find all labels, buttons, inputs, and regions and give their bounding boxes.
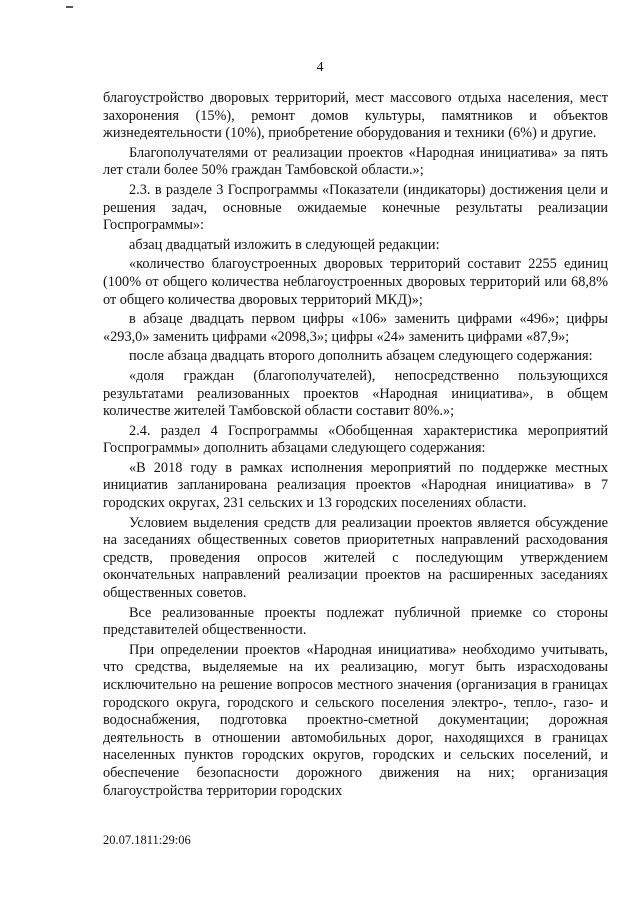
paragraph-condition: Условием выделения средств для реализации проектов является обсуждение на заседаниях общественных советов приоритетных направлений расходования средств, проведения опросов жителей с последующим утверждением окончательных направлений реализации проектов на расширенных заседаниях общественных советов. — [103, 514, 608, 602]
paragraph-after-abzac-22: после абзаца двадцать второго дополнить абзацем следующего содержания: — [129, 348, 593, 365]
document-body — [103, 90, 608, 802]
paragraph-beneficiaries: Благополучателями от реализации проектов «Народная инициатива» за пять лет стали более 50% граждан Тамбовской области.»; — [103, 144, 608, 179]
paragraph-section-2-3: 2.3. в разделе 3 Госпрограммы «Показатели (индикаторы) достижения цели и решения задач, основные ожидаемые конечные результаты реализации Госпрограммы»: — [103, 181, 608, 234]
paragraph-acceptance: Все реализованные проекты подлежат публичной приемке со стороны представителей общественности. — [103, 604, 608, 639]
paragraph-2018: «В 2018 году в рамках исполнения мероприятий по поддержке местных инициатив запланирована реализация проектов «Народная инициатива» в 7 городских округах, 231 сельских и 13 городских поселениях области. — [103, 459, 608, 512]
paragraph-determination: При определении проектов «Народная инициатива» необходимо учитывать, что средства, выделяемые на их реализацию, могут быть израсходованы исключительно на решение вопросов местного значения (организация в границах городского округа, городского и сельского поселения электро-, тепло-, газо- и водоснабжения, подготовка проектно-сметной документации; дорожная деятельность в отношении автомобильных дорог, находящихся в границах населенных пунктов городских округов, городских и сельских поселений, и обеспечение безопасности дорожного движения на них; организация благоустройства территории городских — [103, 641, 608, 799]
paragraph-abzac-20: абзац двадцатый изложить в следующей редакции: — [129, 236, 440, 253]
footer-timestamp: 20.07.1811:29:06 — [103, 833, 191, 847]
paragraph-abzac-21: в абзаце двадцать первом цифры «106» заменить цифрами «496»; цифры «293,0» заменить цифрами «2098,3»; цифры «24» заменить цифрами «87,9»; — [103, 311, 608, 345]
paragraph-courtyards: «количество благоустроенных дворовых территорий составит 2255 единиц (100% от общего количества неблагоустроенных дворовых территорий или 68,8% от общего количества дворовых территорий МКД)»; — [103, 256, 608, 308]
paragraph-continuation: благоустройство дворовых территорий, мест массового отдыха населения, мест захоронения (15%), ремонт домов культуры, памятников и объектов жизнедеятельности (10%), приобретение оборудования и техники (6%) и другие. — [103, 90, 608, 142]
scan-mark — [66, 6, 73, 8]
paragraph-section-2-4: 2.4. раздел 4 Госпрограммы «Обобщенная характеристика мероприятий Госпрограммы» дополнить абзацами следующего содержания: — [103, 422, 608, 457]
paragraph-share-citizens: «доля граждан (благополучателей), непосредственно пользующихся результатами реализованных проектов «Народная инициатива», в общем количестве жителей Тамбовской области составит 80%.»; — [103, 367, 608, 420]
page-number: 4 — [316, 60, 324, 75]
